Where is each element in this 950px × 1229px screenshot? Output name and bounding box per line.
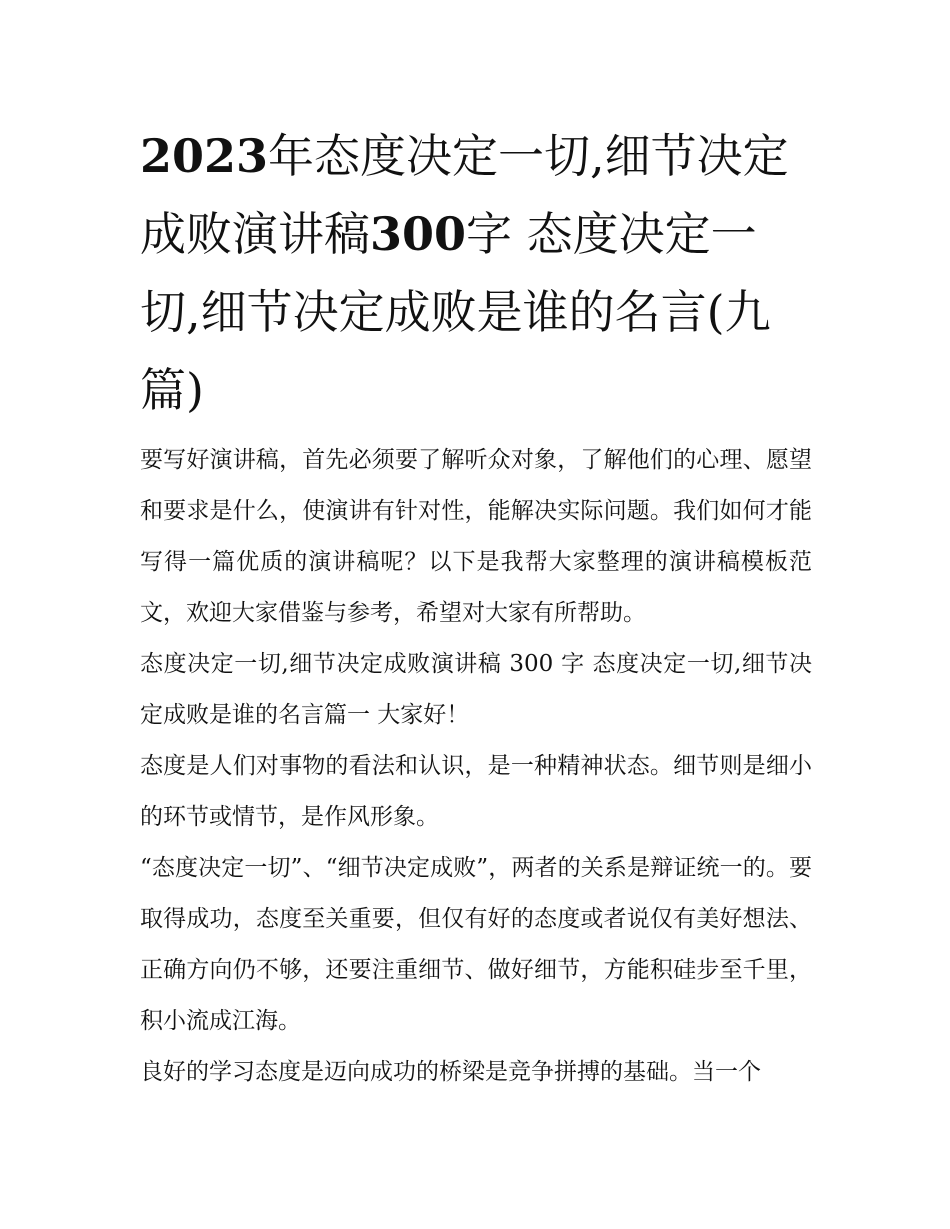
paragraph-heading-line: 态度决定一切,细节决定成败演讲稿 300 字 态度决定一切,细节决定成败是谁的名言篇一 大家好！: [140, 651, 812, 728]
title-text-part-2: 字 态度决定一切,细节决定成败是谁的名言(九篇): [140, 207, 771, 417]
document-content: [140, 117, 812, 1098]
paragraph-learning-attitude: 良好的学习态度是迈向成功的桥梁是竞争拼搏的基础。当一个: [140, 1059, 761, 1085]
paragraph-relationship: “态度决定一切”、“细节决定成败”，两者的关系是辩证统一的。要取得成功，态度至关重要，但仅有好的态度或者说仅有美好想法、正确方向仍不够，还要注重细节、做好细节，方能积硅步至千里，积小流成江海。: [140, 855, 812, 1034]
paragraph-intro: 要写好演讲稿，首先必须要了解听众对象，了解他们的心理、愿望和要求是什么，使演讲有针对性，能解决实际问题。我们如何才能写得一篇优质的演讲稿呢？以下是我帮大家整理的演讲稿模板范文，欢迎大家借鉴与参考，希望对大家有所帮助。: [140, 447, 812, 626]
title-year: 2023: [140, 129, 269, 183]
document-body: [140, 435, 812, 1098]
title-number: 300: [370, 207, 467, 261]
title-text-part-1: 年态度决定一切,细节决定成败演讲稿: [140, 129, 789, 261]
paragraph-definition: 态度是人们对事物的看法和认识，是一种精神状态。细节则是细小的环节或情节，是作风形象。: [140, 753, 812, 830]
document-title: [140, 117, 812, 429]
